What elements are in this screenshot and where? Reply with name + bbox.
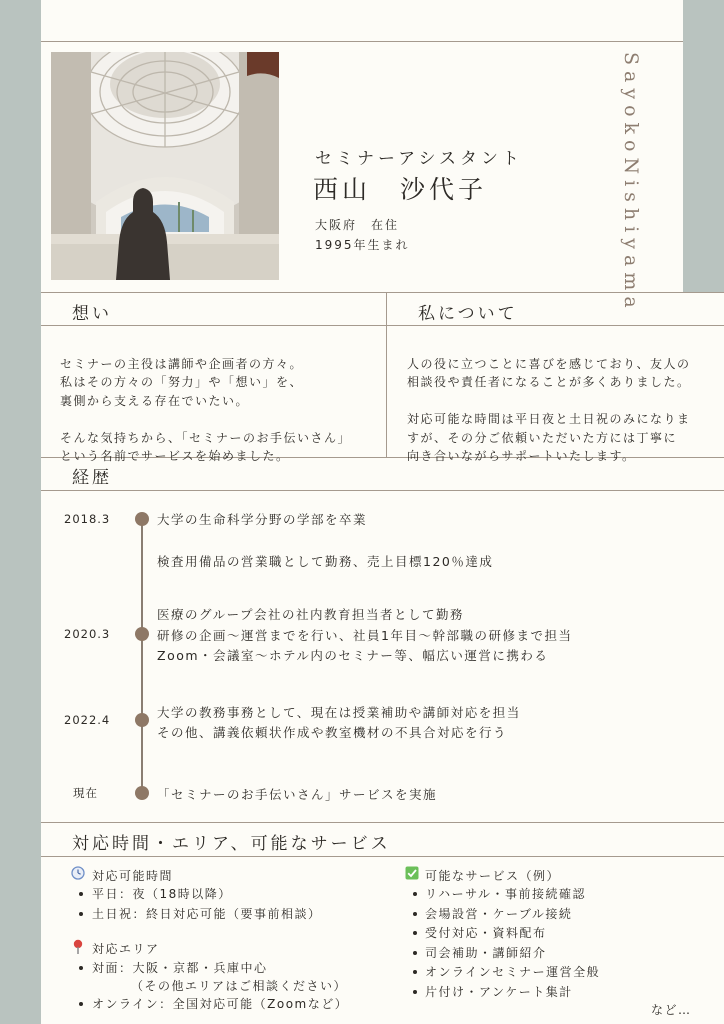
area-item: 対面：大阪・京都・兵庫中心 <box>92 961 268 975</box>
career-line: その他、講義依頼状作成や教室機材の不具合対応を行う <box>157 725 508 740</box>
career-line: 研修の企画～運営までを行い、社員1年目～幹部職の研修まで担当 <box>157 628 573 643</box>
career-date: 2022.4 <box>64 713 111 727</box>
career-line: 「セミナーのお手伝いさん」サービスを実施 <box>157 787 438 802</box>
about-line: すが、その分ご依頼いただいた方には丁寧に <box>407 430 678 445</box>
thoughts-line <box>60 410 351 429</box>
thoughts-title: 想い <box>72 304 112 324</box>
career-line: 検査用備品の営業職として勤務、売上目標120％達成 <box>157 554 494 569</box>
career-line: 大学の教務事務として、現在は授業補助や講師対応を担当 <box>157 705 521 720</box>
service-item: オンラインセミナー運営全般 <box>425 965 601 979</box>
career-title-rule <box>41 490 724 491</box>
timeline-dot <box>135 512 149 526</box>
career-title: 経歴 <box>72 468 112 488</box>
left-side-rail <box>0 0 41 1024</box>
career-date: 現在 <box>73 786 98 800</box>
right-side-rail <box>683 0 724 292</box>
bullet <box>79 966 83 970</box>
thoughts-line: そんな気持ちから、「セミナーのお手伝いさん」 <box>60 430 352 445</box>
career-date: 2020.3 <box>64 627 111 641</box>
hours-title: 対応可能時間 <box>92 869 174 883</box>
bullet <box>79 892 83 896</box>
career-line: Zoom・会議室～ホテル内のセミナー等、幅広い運営に携わる <box>157 648 549 663</box>
thoughts-line: セミナーの主役は講師や企画者の方々。 <box>60 356 304 371</box>
area-title: 対応エリア <box>92 942 160 956</box>
bullet <box>413 951 417 955</box>
timeline-line <box>141 519 143 794</box>
bullet <box>413 990 417 994</box>
about-line: 人の役に立つことに喜びを感じており、友人の <box>407 356 691 371</box>
timeline-dot <box>135 786 149 800</box>
career-line: 大学の生命科学分野の学部を卒業 <box>157 512 368 527</box>
about-line <box>407 392 691 411</box>
romaji-name-last: Nishiyama <box>620 157 642 314</box>
about-line: 相談役や責任者になることが多くありました。 <box>407 375 691 389</box>
services-top-rule <box>41 822 724 823</box>
profile-birth: 1995年生まれ <box>315 238 410 252</box>
service-item: 受付対応・資料配布 <box>425 926 547 940</box>
profile-role: セミナーアシスタント <box>315 149 523 169</box>
thoughts-line: 裏側から支える存在でいたい。 <box>60 393 250 408</box>
thoughts-line: 私はその方々の「努力」や「想い」を、 <box>60 375 304 389</box>
timeline-dot <box>135 713 149 727</box>
hours-item: 平日：夜（18時以降） <box>92 887 232 901</box>
thoughts-text <box>60 336 351 484</box>
bullet <box>413 912 417 916</box>
services-list-title: 可能なサービス（例） <box>425 869 561 883</box>
about-title: 私について <box>418 304 518 324</box>
career-line: 医療のグループ会社の社内教育担当者として勤務 <box>157 607 465 622</box>
about-text <box>407 336 691 484</box>
service-item: 片付け・アンケート集計 <box>425 985 573 999</box>
about-line: 向き合いながらサポートいたします。 <box>407 449 636 463</box>
timeline-dot <box>135 627 149 641</box>
romaji-name-first: Sayoko <box>620 52 642 158</box>
hours-item: 土日祝：終日対応可能（要事前相談） <box>92 907 322 921</box>
services-title-rule <box>41 856 724 857</box>
header-top-rule <box>41 41 683 42</box>
about-line: 対応可能な時間は平日夜と土日祝のみになりま <box>407 412 691 426</box>
thoughts-line: という名前でサービスを始めました。 <box>60 449 290 463</box>
area-item: オンライン：全国対応可能（Zoomなど） <box>92 997 349 1011</box>
map-pin-icon <box>72 939 84 955</box>
service-item: 会場設営・ケーブル接続 <box>425 907 573 921</box>
bullet <box>413 931 417 935</box>
bullet <box>413 892 417 896</box>
check-box-icon <box>405 866 419 880</box>
column-divider <box>386 292 387 457</box>
career-date: 2018.3 <box>64 512 111 526</box>
clock-icon <box>71 866 85 880</box>
profile-photo <box>51 52 279 280</box>
profile-location: 大阪府 在住 <box>315 218 400 232</box>
bullet <box>79 1002 83 1006</box>
bullet <box>79 912 83 916</box>
profile-name: 西山 沙代子 <box>313 175 488 204</box>
services-title: 対応時間・エリア、可能なサービス <box>72 834 391 854</box>
services-etc: など… <box>651 1003 692 1017</box>
area-note: （その他エリアはご相談ください） <box>131 979 348 993</box>
service-item: 司会補助・講師紹介 <box>425 946 547 960</box>
bullet <box>413 970 417 974</box>
thoughts-title-rule <box>41 325 724 326</box>
service-item: リハーサル・事前接続確認 <box>425 887 587 901</box>
romaji-name <box>615 52 647 314</box>
